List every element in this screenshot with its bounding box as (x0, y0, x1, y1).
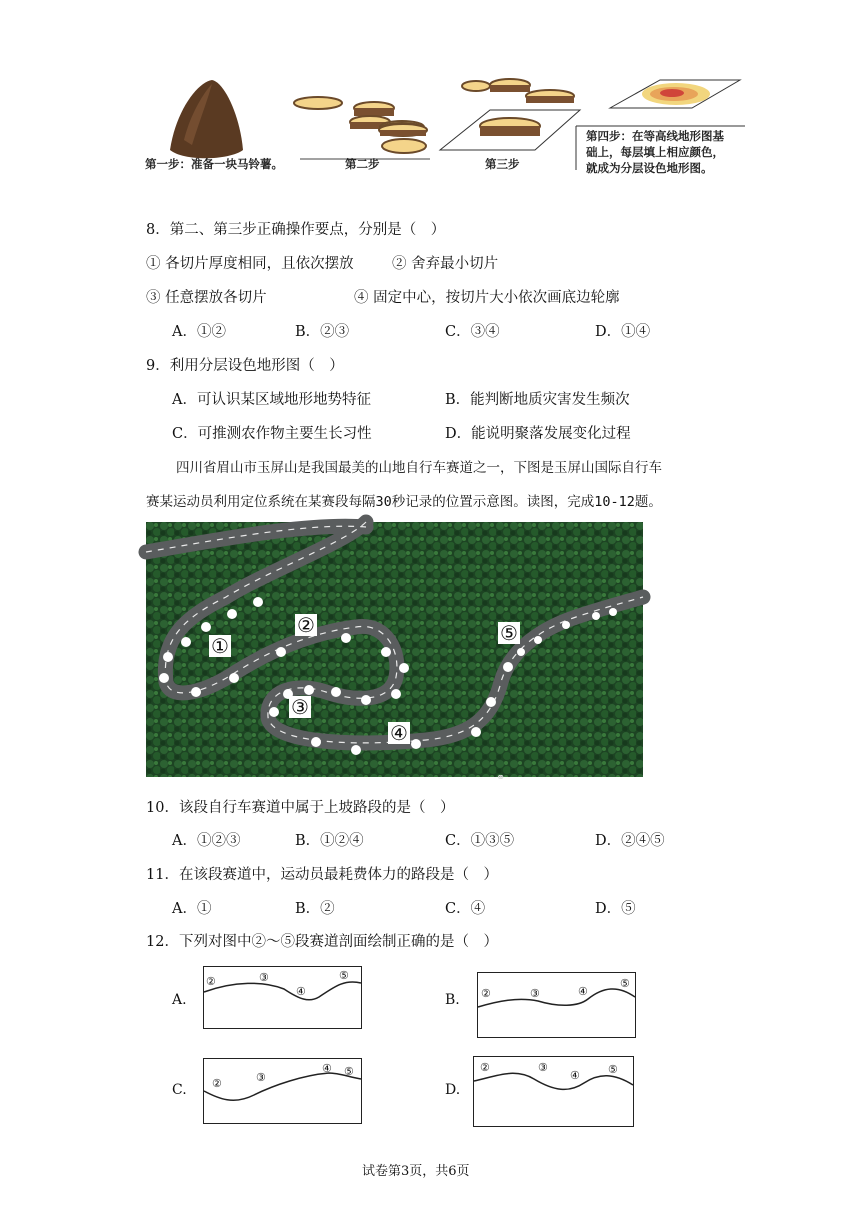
q8-option-b[interactable]: B．②③ (295, 324, 350, 340)
q12-c-label-4: ④ (322, 1062, 332, 1075)
q8-statement-1: ① 各切片厚度相同，且依次摆放 (146, 256, 354, 272)
q8-option-a[interactable]: A．①② (172, 324, 226, 340)
q9-stem: 9．利用分层设色地形图（ ） (146, 358, 344, 374)
svg-text:⚭: ⚭ (496, 772, 506, 784)
potato-steps-figure (140, 70, 745, 180)
q9-option-a[interactable]: A．可认识某区域地形地势特征 (172, 392, 371, 408)
passage-line-2: 赛某运动员利用定位系统在某赛段每隔30秒记录的位置示意图。读图，完成10-12题。 (146, 494, 662, 510)
q12-d-label-4: ④ (570, 1069, 580, 1082)
q12-option-c-label[interactable]: C. (172, 1082, 187, 1098)
q10-stem: 10．该段自行车赛道中属于上坡路段的是（ ） (146, 800, 455, 816)
q12-d-label-3: ③ (538, 1061, 548, 1074)
q12-profile-d[interactable] (473, 1056, 634, 1127)
bike-course-aerial-map (146, 522, 643, 784)
step1-caption: 第一步：准备一块马铃薯。 (145, 157, 283, 171)
map-label-5: ⑤ (500, 621, 518, 645)
q9-option-d[interactable]: D．能说明聚落发展变化过程 (445, 426, 631, 442)
step4-caption-line3: 就成为分层设色地形图。 (586, 161, 713, 175)
map-label-2: ② (297, 613, 315, 637)
q11-option-d[interactable]: D．⑤ (595, 901, 636, 917)
q11-option-c[interactable]: C．④ (445, 901, 486, 917)
q12-b-label-5: ⑤ (620, 977, 630, 990)
page-footer: 试卷第3页，共6页 (362, 1164, 470, 1179)
passage-line-1: 四川省眉山市玉屏山是我国最美的山地自行车赛道之一，下图是玉屏山国际自行车 (176, 460, 662, 476)
q12-a-label-3: ③ (259, 971, 269, 984)
q12-option-d-label[interactable]: D. (445, 1082, 461, 1098)
q12-d-label-5: ⑤ (608, 1063, 618, 1076)
map-label-3: ③ (291, 695, 309, 719)
q12-option-b-label[interactable]: B. (445, 992, 460, 1008)
q12-d-label-2: ② (480, 1061, 490, 1074)
q12-c-label-3: ③ (256, 1071, 266, 1084)
q10-option-c[interactable]: C．①③⑤ (445, 833, 515, 849)
q8-stem: 8．第二、第三步正确操作要点，分别是（ ） (146, 222, 446, 238)
q8-option-d[interactable]: D．①④ (595, 324, 651, 340)
q8-option-c[interactable]: C．③④ (445, 324, 500, 340)
q12-stem: 12．下列对图中②～⑤段赛道剖面绘制正确的是（ ） (146, 934, 498, 950)
q9-option-c[interactable]: C．可推测农作物主要生长习性 (172, 426, 372, 442)
q12-a-label-5: ⑤ (339, 969, 349, 982)
q12-c-label-2: ② (212, 1077, 222, 1090)
q8-statement-2: ② 舍弃最小切片 (392, 256, 499, 272)
q11-option-a[interactable]: A．① (172, 901, 212, 917)
q12-b-label-4: ④ (578, 985, 588, 998)
step4-caption-line1: 第四步：在等高线地形图基 (586, 129, 724, 143)
map-label-4: ④ (390, 721, 408, 745)
map-label-1: ① (211, 634, 229, 658)
q12-profile-b[interactable] (477, 972, 636, 1038)
q11-option-b[interactable]: B．② (295, 901, 335, 917)
step2-caption: 第二步 (345, 157, 380, 171)
q10-option-d[interactable]: D．②④⑤ (595, 833, 665, 849)
q8-statement-3: ③ 任意摆放各切片 (146, 290, 267, 306)
q11-stem: 11．在该段赛道中，运动员最耗费体力的路段是（ ） (146, 867, 498, 883)
q12-profile-c[interactable] (203, 1058, 362, 1124)
q8-statement-4: ④ 固定中心，按切片大小依次画底边轮廓 (354, 290, 620, 306)
q12-a-label-4: ④ (296, 985, 306, 998)
q12-b-label-3: ③ (530, 987, 540, 1000)
q10-option-a[interactable]: A．①②③ (172, 833, 241, 849)
q12-option-a-label[interactable]: A. (172, 992, 187, 1008)
q12-c-label-5: ⑤ (344, 1065, 354, 1078)
q9-option-b[interactable]: B．能判断地质灾害发生频次 (445, 392, 630, 408)
q12-a-label-2: ② (206, 975, 216, 988)
step3-caption: 第三步 (485, 157, 520, 171)
q10-option-b[interactable]: B．①②④ (295, 833, 364, 849)
step4-caption-line2: 础上，每层填上相应颜色， (586, 145, 724, 159)
q12-b-label-2: ② (481, 987, 491, 1000)
q12-profile-a[interactable] (203, 966, 362, 1029)
